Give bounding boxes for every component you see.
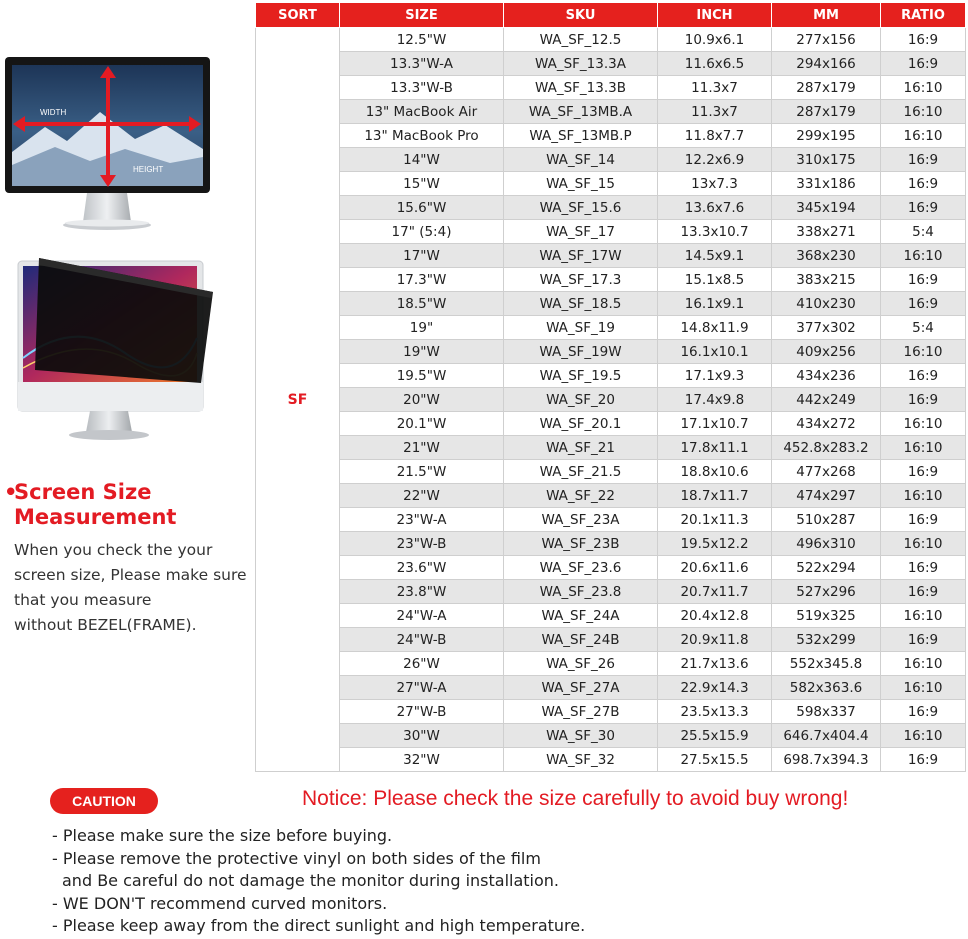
size-cell: 21.5"W <box>340 460 504 484</box>
table-row <box>256 412 966 436</box>
sku-cell: WA_SF_15.6 <box>504 196 658 220</box>
title-line-2: Measurement <box>14 505 177 529</box>
inch-cell: 13.3x10.7 <box>658 220 772 244</box>
size-cell: 23.8"W <box>340 580 504 604</box>
sku-cell: WA_SF_21 <box>504 436 658 460</box>
mm-cell: 434x236 <box>772 364 881 388</box>
table-row <box>256 172 966 196</box>
table-row <box>256 76 966 100</box>
table-row <box>256 604 966 628</box>
size-cell: 12.5"W <box>340 28 504 52</box>
ratio-cell: 16:9 <box>881 268 966 292</box>
inch-cell: 14.8x11.9 <box>658 316 772 340</box>
ratio-cell: 16:9 <box>881 148 966 172</box>
table-row <box>256 388 966 412</box>
table-row <box>256 580 966 604</box>
mm-cell: 383x215 <box>772 268 881 292</box>
instruction-line: without BEZEL(FRAME). <box>14 616 197 634</box>
size-cell: 13.3"W-A <box>340 52 504 76</box>
mm-cell: 410x230 <box>772 292 881 316</box>
size-cell: 18.5"W <box>340 292 504 316</box>
table-row <box>256 508 966 532</box>
sku-cell: WA_SF_13.3A <box>504 52 658 76</box>
size-cell: 19" <box>340 316 504 340</box>
ratio-cell: 16:10 <box>881 412 966 436</box>
ratio-cell: 16:10 <box>881 124 966 148</box>
sku-cell: WA_SF_19.5 <box>504 364 658 388</box>
width-label: WIDTH <box>40 108 67 117</box>
size-cell: 23.6"W <box>340 556 504 580</box>
ratio-cell: 16:10 <box>881 436 966 460</box>
ratio-cell: 16:9 <box>881 508 966 532</box>
mm-cell: 552x345.8 <box>772 652 881 676</box>
size-cell: 27"W-B <box>340 700 504 724</box>
inch-cell: 16.1x10.1 <box>658 340 772 364</box>
title-line-1: Screen Size <box>14 480 152 504</box>
mm-cell: 294x166 <box>772 52 881 76</box>
caution-line: - WE DON'T recommend curved monitors. <box>52 893 388 913</box>
sku-cell: WA_SF_17.3 <box>504 268 658 292</box>
mm-cell: 409x256 <box>772 340 881 364</box>
inch-cell: 11.6x6.5 <box>658 52 772 76</box>
ratio-cell: 16:9 <box>881 556 966 580</box>
table-body <box>256 28 966 772</box>
size-cell: 14"W <box>340 148 504 172</box>
bullet: • <box>4 480 18 504</box>
size-cell: 13" MacBook Pro <box>340 124 504 148</box>
instruction-line: that you measure <box>14 591 152 609</box>
sku-cell: WA_SF_23.6 <box>504 556 658 580</box>
mm-cell: 582x363.6 <box>772 676 881 700</box>
inch-cell: 23.5x13.3 <box>658 700 772 724</box>
mm-cell: 345x194 <box>772 196 881 220</box>
table-row <box>256 316 966 340</box>
inch-cell: 13x7.3 <box>658 172 772 196</box>
inch-cell: 17.4x9.8 <box>658 388 772 412</box>
height-label: HEIGHT <box>133 165 164 174</box>
table-row <box>256 100 966 124</box>
sku-cell: WA_SF_18.5 <box>504 292 658 316</box>
table-row <box>256 196 966 220</box>
size-cell: 20.1"W <box>340 412 504 436</box>
size-cell: 15.6"W <box>340 196 504 220</box>
sku-cell: WA_SF_22 <box>504 484 658 508</box>
mm-cell: 646.7x404.4 <box>772 724 881 748</box>
ratio-cell: 16:10 <box>881 724 966 748</box>
mm-cell: 287x179 <box>772 76 881 100</box>
inch-cell: 17.8x11.1 <box>658 436 772 460</box>
sku-cell: WA_SF_17W <box>504 244 658 268</box>
size-cell: 32"W <box>340 748 504 772</box>
sku-cell: WA_SF_27B <box>504 700 658 724</box>
sku-cell: WA_SF_12.5 <box>504 28 658 52</box>
mm-cell: 519x325 <box>772 604 881 628</box>
inch-cell: 21.7x13.6 <box>658 652 772 676</box>
inch-cell: 27.5x15.5 <box>658 748 772 772</box>
table-row <box>256 340 966 364</box>
mm-cell: 442x249 <box>772 388 881 412</box>
table-header-row <box>256 3 966 28</box>
table-row <box>256 124 966 148</box>
mm-cell: 331x186 <box>772 172 881 196</box>
mm-cell: 527x296 <box>772 580 881 604</box>
privacy-filter-monitor-illustration <box>15 258 215 443</box>
ratio-cell: 16:9 <box>881 388 966 412</box>
sku-cell: WA_SF_14 <box>504 148 658 172</box>
ratio-cell: 16:9 <box>881 748 966 772</box>
inch-cell: 20.6x11.6 <box>658 556 772 580</box>
inch-cell: 14.5x9.1 <box>658 244 772 268</box>
table-row <box>256 52 966 76</box>
inch-cell: 19.5x12.2 <box>658 532 772 556</box>
inch-cell: 10.9x6.1 <box>658 28 772 52</box>
size-table <box>255 3 966 772</box>
size-cell: 13.3"W-B <box>340 76 504 100</box>
inch-cell: 18.8x10.6 <box>658 460 772 484</box>
inch-cell: 13.6x7.6 <box>658 196 772 220</box>
ratio-cell: 16:10 <box>881 532 966 556</box>
table-row <box>256 460 966 484</box>
table-row <box>256 628 966 652</box>
screen-size-measurement-title <box>4 480 176 530</box>
sku-cell: WA_SF_21.5 <box>504 460 658 484</box>
sku-cell: WA_SF_24B <box>504 628 658 652</box>
ratio-cell: 16:9 <box>881 460 966 484</box>
header-ratio: RATIO <box>881 3 966 28</box>
table-row <box>256 484 966 508</box>
ratio-cell: 16:9 <box>881 700 966 724</box>
ratio-cell: 16:9 <box>881 628 966 652</box>
mm-cell: 377x302 <box>772 316 881 340</box>
ratio-cell: 16:10 <box>881 652 966 676</box>
ratio-cell: 16:10 <box>881 484 966 508</box>
inch-cell: 17.1x9.3 <box>658 364 772 388</box>
ratio-cell: 16:10 <box>881 340 966 364</box>
ratio-cell: 5:4 <box>881 220 966 244</box>
mm-cell: 477x268 <box>772 460 881 484</box>
size-cell: 23"W-A <box>340 508 504 532</box>
ratio-cell: 16:9 <box>881 28 966 52</box>
size-cell: 24"W-A <box>340 604 504 628</box>
sku-cell: WA_SF_13MB.P <box>504 124 658 148</box>
table-row <box>256 532 966 556</box>
mm-cell: 532x299 <box>772 628 881 652</box>
notice-text: Notice: Please check the size carefully to avoid buy wrong! <box>302 787 849 810</box>
inch-cell: 11.3x7 <box>658 76 772 100</box>
size-cell: 24"W-B <box>340 628 504 652</box>
inch-cell: 25.5x15.9 <box>658 724 772 748</box>
mm-cell: 277x156 <box>772 28 881 52</box>
ratio-cell: 16:9 <box>881 172 966 196</box>
mm-cell: 598x337 <box>772 700 881 724</box>
mm-cell: 434x272 <box>772 412 881 436</box>
table-row <box>256 292 966 316</box>
caution-line: and Be careful do not damage the monitor during installation. <box>62 871 559 890</box>
sku-cell: WA_SF_13MB.A <box>504 100 658 124</box>
mm-cell: 310x175 <box>772 148 881 172</box>
size-cell: 27"W-A <box>340 676 504 700</box>
table-row <box>256 268 966 292</box>
inch-cell: 15.1x8.5 <box>658 268 772 292</box>
size-cell: 15"W <box>340 172 504 196</box>
inch-cell: 20.9x11.8 <box>658 628 772 652</box>
inch-cell: 18.7x11.7 <box>658 484 772 508</box>
mm-cell: 287x179 <box>772 100 881 124</box>
size-cell: 17" (5:4) <box>340 220 504 244</box>
sku-cell: WA_SF_23A <box>504 508 658 532</box>
inch-cell: 20.7x11.7 <box>658 580 772 604</box>
sku-cell: WA_SF_17 <box>504 220 658 244</box>
mm-cell: 474x297 <box>772 484 881 508</box>
table-row <box>256 436 966 460</box>
inch-cell: 11.8x7.7 <box>658 124 772 148</box>
size-cell: 23"W-B <box>340 532 504 556</box>
header-sort: SORT <box>256 3 340 28</box>
ratio-cell: 16:9 <box>881 364 966 388</box>
sku-cell: WA_SF_23B <box>504 532 658 556</box>
instruction-line: When you check the your <box>14 541 213 559</box>
inch-cell: 11.3x7 <box>658 100 772 124</box>
size-cell: 13" MacBook Air <box>340 100 504 124</box>
size-cell: 17"W <box>340 244 504 268</box>
monitor-measurement-illustration <box>5 57 210 237</box>
sku-cell: WA_SF_26 <box>504 652 658 676</box>
caution-line: - Please remove the protective vinyl on both sides of the film <box>52 848 541 868</box>
sku-cell: WA_SF_19W <box>504 340 658 364</box>
ratio-cell: 16:9 <box>881 52 966 76</box>
size-cell: 19"W <box>340 340 504 364</box>
caution-list <box>52 825 585 938</box>
size-cell: 17.3"W <box>340 268 504 292</box>
instruction-line: screen size, Please make sure <box>14 566 247 584</box>
sku-cell: WA_SF_13.3B <box>504 76 658 100</box>
mm-cell: 496x310 <box>772 532 881 556</box>
size-cell: 30"W <box>340 724 504 748</box>
ratio-cell: 16:10 <box>881 244 966 268</box>
table-row <box>256 364 966 388</box>
size-cell: 21"W <box>340 436 504 460</box>
inch-cell: 20.1x11.3 <box>658 508 772 532</box>
measurement-instructions <box>14 538 249 638</box>
size-cell: 22"W <box>340 484 504 508</box>
mm-cell: 510x287 <box>772 508 881 532</box>
table-row <box>256 148 966 172</box>
ratio-cell: 16:10 <box>881 76 966 100</box>
table-row <box>256 28 966 52</box>
inch-cell: 20.4x12.8 <box>658 604 772 628</box>
ratio-cell: 16:9 <box>881 196 966 220</box>
mm-cell: 522x294 <box>772 556 881 580</box>
sku-cell: WA_SF_20 <box>504 388 658 412</box>
sku-cell: WA_SF_24A <box>504 604 658 628</box>
table-row <box>256 652 966 676</box>
mm-cell: 368x230 <box>772 244 881 268</box>
caution-line: - Please keep away from the direct sunlight and high temperature. <box>52 916 586 935</box>
sku-cell: WA_SF_15 <box>504 172 658 196</box>
table-row <box>256 220 966 244</box>
sku-cell: WA_SF_23.8 <box>504 580 658 604</box>
table-row <box>256 724 966 748</box>
header-inch: INCH <box>658 3 772 28</box>
table-row <box>256 748 966 772</box>
caution-line: - Please make sure the size before buying. <box>52 826 393 845</box>
table-row <box>256 244 966 268</box>
header-size: SIZE <box>340 3 504 28</box>
header-sku: SKU <box>504 3 658 28</box>
sku-cell: WA_SF_27A <box>504 676 658 700</box>
ratio-cell: 16:10 <box>881 676 966 700</box>
inch-cell: 16.1x9.1 <box>658 292 772 316</box>
inch-cell: 12.2x6.9 <box>658 148 772 172</box>
table-row <box>256 556 966 580</box>
inch-cell: 22.9x14.3 <box>658 676 772 700</box>
mm-cell: 338x271 <box>772 220 881 244</box>
ratio-cell: 16:10 <box>881 100 966 124</box>
header-mm: MM <box>772 3 881 28</box>
sku-cell: WA_SF_30 <box>504 724 658 748</box>
sku-cell: WA_SF_19 <box>504 316 658 340</box>
ratio-cell: 5:4 <box>881 316 966 340</box>
ratio-cell: 16:10 <box>881 604 966 628</box>
size-cell: 19.5"W <box>340 364 504 388</box>
sort-cell: SF <box>256 28 340 772</box>
mm-cell: 299x195 <box>772 124 881 148</box>
size-cell: 20"W <box>340 388 504 412</box>
mm-cell: 698.7x394.3 <box>772 748 881 772</box>
mm-cell: 452.8x283.2 <box>772 436 881 460</box>
ratio-cell: 16:9 <box>881 580 966 604</box>
sku-cell: WA_SF_32 <box>504 748 658 772</box>
sku-cell: WA_SF_20.1 <box>504 412 658 436</box>
table-row <box>256 676 966 700</box>
table-row <box>256 700 966 724</box>
caution-badge: CAUTION <box>50 788 158 814</box>
inch-cell: 17.1x10.7 <box>658 412 772 436</box>
ratio-cell: 16:9 <box>881 292 966 316</box>
size-cell: 26"W <box>340 652 504 676</box>
